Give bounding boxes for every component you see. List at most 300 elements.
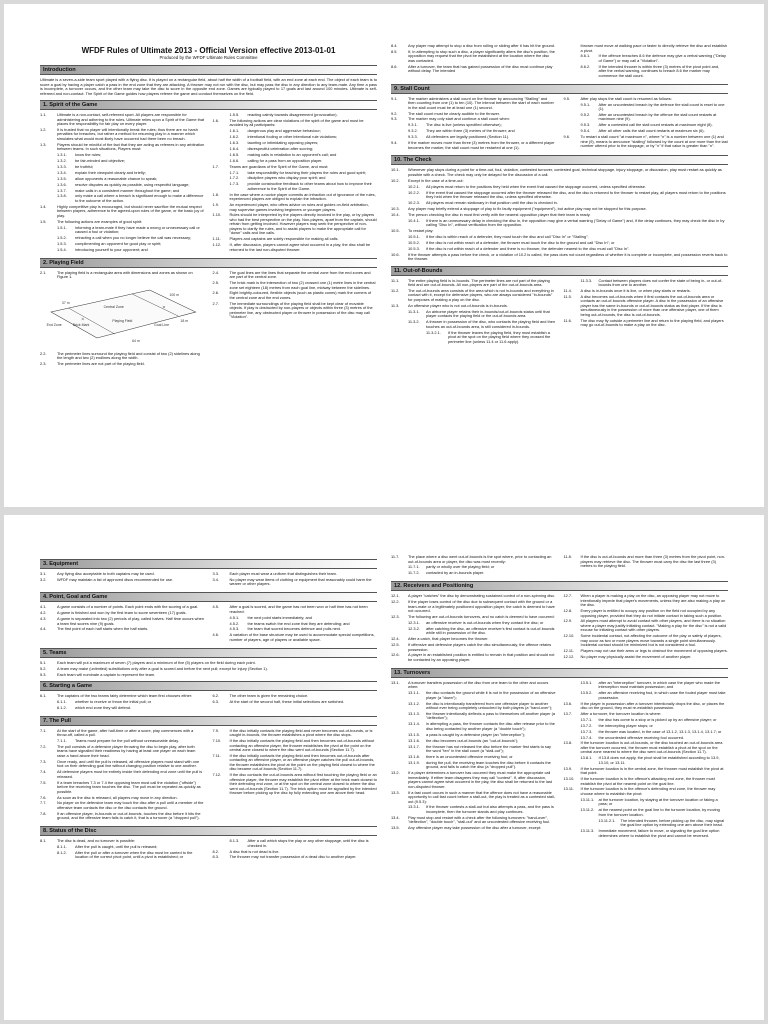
rule-number: 10.5.3. <box>408 245 420 251</box>
rule-number: 11.2. <box>391 287 400 293</box>
rule-item <box>40 177 205 182</box>
rule-text: Players may not use their arms or legs to obstruct the movement of opposing players. <box>580 648 728 654</box>
rule-item <box>564 718 729 723</box>
rule-item <box>213 271 378 280</box>
rule-item <box>391 168 728 177</box>
rule-item <box>391 722 556 731</box>
rule-item <box>40 248 205 253</box>
rule-number: 12.3.2. <box>408 625 420 631</box>
rule-item <box>391 44 556 49</box>
rules-spirit-right <box>213 113 378 254</box>
rule-item <box>391 653 556 662</box>
rule-text: dangerous play and aggressive behaviour; <box>247 128 321 134</box>
rule-text: resolve disputes as quickly as possible, using respectful language; <box>75 181 190 187</box>
rule-text: The following are out-of-bounds turnovers, and no catch is deemed to have occurred: <box>408 613 555 619</box>
rule-text: If an offensive player, in-bounds or out-of-bounds, touches the disc before it hits the ground, and the offensive team fails to catch it, that is a turnover (a "dropped pull"). <box>57 810 201 821</box>
section-heading-pull: 7. The Pull <box>40 716 377 726</box>
rules-equipment-left <box>40 572 205 588</box>
rule-text: After an uncontested breach by the offence the stall count restarts at maximum nine (9). <box>598 111 717 122</box>
rule-item <box>213 171 378 176</box>
rules-stall-left <box>391 97 556 152</box>
rule-number: 9.6. <box>563 134 570 140</box>
rule-item <box>213 622 378 627</box>
rule-item <box>213 281 378 290</box>
rule-number: 13.3. <box>391 789 400 795</box>
rule-item <box>564 609 729 618</box>
rules-field-left-bottom <box>40 352 205 367</box>
rule-number: 13.7. <box>563 710 573 716</box>
rule-number: 11.6. <box>563 317 572 323</box>
rule-item <box>391 571 556 576</box>
rule-item <box>40 745 205 759</box>
rule-item <box>564 829 729 838</box>
rule-number: 4.3. <box>40 616 47 622</box>
rule-item <box>213 839 378 848</box>
rule-item <box>391 739 556 744</box>
rule-number: 2.4. <box>212 269 219 275</box>
rule-number: 13.10. <box>563 776 575 782</box>
rule-text: the disc is intentionally transferred from one offensive player to another without ever being completely untouched by both players (a "hand-over"); <box>426 700 553 711</box>
rule-item <box>564 808 729 817</box>
rule-item <box>391 201 728 206</box>
rule-item <box>40 352 205 361</box>
rule-item <box>40 706 205 711</box>
rule-item <box>213 850 378 855</box>
rule-item <box>40 220 205 225</box>
rule-text: If a player determines a turnover has occurred they must make the appropriate call immediately. If either team disagrees they may call "contest". If, after discussion, players cannot agree what occurred in the play, the disc shall be returned to the last non-disputed thrower. <box>408 770 552 789</box>
rule-number: 13.1.4. <box>408 721 420 727</box>
rules-pull-right <box>213 729 378 823</box>
rule-number: 11.7.1. <box>408 564 420 570</box>
rule-item <box>564 97 729 102</box>
rule-text: The disc is live (unless specified otherwise); <box>426 122 502 128</box>
rule-text: The intended thrower, before picking up the disc, may signal the goal line option by extending one arm above their head. <box>620 817 725 828</box>
rule-text: the thrower was located, in the case of 13.1.2, 13.1.3, 13.1.4, 13.1.7; or <box>598 728 722 734</box>
rule-item <box>391 65 556 74</box>
rule-text: If the thrower contests a stall-out but also attempts a pass, and the pass is incomplete, then the turnover stands and play continues. <box>426 804 554 814</box>
rule-text: The immediate surroundings of the playing field shall be kept clear of movable objects. If play is obstructed by non-players or objects within three (3) metres of the perimeter line, any obstructed player or thrower in possession of the disc may call "Violation". <box>229 300 373 320</box>
rule-text: The pull consists of a defensive player throwing the disc to begin play, after both teams have signalled their readiness by having at least one player on each team raise a hand above their head. <box>57 743 196 758</box>
column-left-top <box>40 44 377 493</box>
rule-text: Each team will nominate a captain to represent the team. <box>57 671 156 677</box>
rule-text: If the disc contacts the out-of-bounds area without first touching the playing field or an offensive player, the thrower may establish the pivot either at the brick mark closest to their defending end zone, or at the spot on the central zone closest to where the disc went out-of-bounds (Section 11.7). The brick option must be signalled by the intended thrower before picking up the disc by fully extending one arm above their head. <box>229 772 377 796</box>
rule-text: disrespectful celebration after scoring; <box>247 145 314 151</box>
rule-text: Players and captains are solely responsible for making all calls. <box>229 236 339 242</box>
rule-text: taunting or intimidating opposing players; <box>247 140 319 146</box>
rules-field-right <box>213 271 378 368</box>
rule-item <box>564 44 729 53</box>
rule-item <box>564 741 729 755</box>
rule-item <box>40 572 205 577</box>
rule-item <box>40 159 205 164</box>
rule-item <box>391 805 556 814</box>
rule-item <box>391 600 556 614</box>
rule-text: After a call which stops the play or any other stoppage, until the disc is checked in. <box>247 838 369 848</box>
rule-number: 9.5. <box>563 95 570 101</box>
rule-text: during the pull, the receiving team touches the disc before it contacts the ground, and fails to catch the disc (a "dropped pull"). <box>426 759 551 770</box>
rule-text: A turnover transfers possession of the disc from one team to the other and occurs when: <box>408 679 549 690</box>
rule-item <box>213 129 378 134</box>
rules-stall-right <box>564 97 729 152</box>
rule-text: Some incidental contact, not affecting the outcome of the play or safety of players, may occur as two or more players move towards a single point simultaneously. Incidental contact should be minimized but is not considered a foul. <box>580 633 722 648</box>
rule-number: 10.2. <box>391 177 400 183</box>
rule-number: 4.4. <box>40 626 47 632</box>
label-length: 100 m <box>169 292 180 297</box>
rule-item <box>213 700 378 705</box>
rule-item <box>391 771 556 789</box>
rule-item <box>40 194 205 203</box>
rule-number: 12.4. <box>391 636 400 642</box>
rule-number: 9.2. <box>391 110 398 116</box>
rule-number <box>564 44 581 53</box>
rule-text: After a goal is scored, and the game has not been won or half time has not been reached: <box>229 604 368 614</box>
rule-item <box>391 129 556 134</box>
rule-item <box>564 777 729 786</box>
rule-number: 1.3.6. <box>57 181 67 187</box>
rule-item <box>213 135 378 140</box>
rule-item <box>40 673 377 678</box>
rule-text: after an "interception" turnover, in which case the player who made the interception must maintain possession; and <box>598 679 720 690</box>
rule-number: 5.3. <box>40 671 47 677</box>
rule-text: To restart play: <box>408 228 434 234</box>
rule-number: 12.6. <box>391 652 400 658</box>
rule-item <box>40 242 205 247</box>
rule-item <box>40 661 377 666</box>
rule-item <box>391 185 728 190</box>
rule-number: 13.7.2. <box>580 722 593 728</box>
rule-item <box>391 213 728 218</box>
rule-text: At the start of the game, after half-time or after a score, play commences with a throw-off, called a pull. <box>57 727 194 738</box>
rule-number: 11.3.2.1. <box>426 329 441 335</box>
rules-receivers-right <box>564 594 729 664</box>
rule-number: 13.1. <box>391 679 400 685</box>
rule-text: be fair-minded and objective; <box>75 158 125 164</box>
rule-item <box>564 555 729 569</box>
rule-text: The following actions are clear violations of the spirit of the game and must be avoided by all participants: <box>229 117 364 128</box>
rule-number: 8.5. <box>391 48 398 54</box>
rule-number: 10.5.2. <box>408 239 420 245</box>
rule-text: an offensive receiver is out-of-bounds when they contact the disc; or <box>426 619 544 625</box>
rule-text: if the disc is within reach of a defender, they must touch the disc and call "Disc In" or "Stalling". <box>426 233 589 239</box>
rule-text: the uncontested offensive receiving foul occurred. <box>598 734 685 740</box>
rule-item <box>564 135 729 149</box>
rules-check <box>391 168 728 261</box>
rule-item <box>391 712 556 721</box>
rule-number: 6.1. <box>40 693 47 699</box>
rule-item <box>40 183 205 188</box>
rule-text: Except in the case of a time-out: <box>408 177 464 183</box>
rule-number: 3.2. <box>40 576 47 582</box>
rule-item <box>564 691 729 700</box>
rule-item <box>40 605 205 610</box>
rule-text: It is trusted that no player will intentionally break the rules; thus there are no harsh penalties for breaches, but rather a method for resuming play in a manner which simulates what would most likely have occurred had there been no breach. <box>57 126 199 141</box>
rule-number: 4.6. <box>212 632 219 638</box>
rule-item <box>213 605 378 614</box>
rule-number: 11.7. <box>391 555 400 559</box>
rule-number: 13.5.2. <box>580 690 593 696</box>
rule-number: 13.7.3. <box>580 728 593 734</box>
rule-item <box>391 643 556 652</box>
rule-text: An airborne player retains their in-bounds/out-of-bounds status until that player contacts the playing field or the out-of-bounds area. <box>426 308 550 319</box>
rule-number: 9.5.3. <box>580 122 591 128</box>
rules-point-left <box>40 605 205 643</box>
rule-item <box>213 302 378 320</box>
rule-number: 1.6.2. <box>229 134 240 140</box>
rule-number: 11.5. <box>563 293 572 299</box>
rules-turnovers-left <box>391 681 556 840</box>
section-heading-out-of-bounds: 11. Out-of-Bounds <box>391 266 728 276</box>
rule-item <box>391 247 728 252</box>
rule-text: After a turnover, the team that has gained possession of the disc must continue play without delay. The intended <box>408 63 553 74</box>
rule-number: 8.2. <box>212 848 219 854</box>
rule-text: An offensive player who is not out-of-bounds is in-bounds. <box>408 302 508 308</box>
rule-item <box>564 655 729 660</box>
rule-text: No player may physically assist the movement of another player. <box>580 654 692 660</box>
section-heading-status: 8. Status of the Disc <box>40 826 377 836</box>
rule-item <box>564 681 729 690</box>
rule-number: 1.3.3. <box>57 163 67 169</box>
rule-number: 9.4. <box>391 140 398 146</box>
rule-item <box>391 97 556 111</box>
rule-number: 11.3.2. <box>408 319 420 325</box>
rule-text: Every player is entitled to occupy any position on the field not occupied by any opposing player, provided that they do not initiate contact in taking such a position. <box>580 608 723 618</box>
rules-disc-dead-left <box>391 44 556 80</box>
rule-text: If the disc initially contacts the playing field and then becomes out-of-bounds after contacting an offensive player, or an offensive player catches the pull out-of-bounds, the thrower establishes the pivot at the point on the playing field closest to where the disc became out-of-bounds (Section 11.7). <box>229 752 375 772</box>
rule-text: Any offensive player may take possession of the disc after a turnover, except: <box>408 825 542 831</box>
rule-number: 1.7.1. <box>229 169 240 175</box>
rule-text: Each player must wear a uniform that distinguishes their team. <box>229 571 337 576</box>
rule-item <box>40 812 205 821</box>
rule-item <box>40 617 205 626</box>
rule-text: contacted by an in-bounds player. <box>426 570 485 576</box>
rule-number: 13.9. <box>563 765 573 771</box>
rule-number: 1.5.4. <box>57 246 67 252</box>
rule-text: The person checking the disc in must first verify with the nearest opposition player that their team is ready. <box>408 211 591 217</box>
rule-item <box>213 159 378 164</box>
rule-number: 7.10. <box>212 738 222 744</box>
rule-item <box>213 119 378 128</box>
rule-number: 3.1. <box>40 571 47 576</box>
rule-number: 2.3. <box>40 361 47 367</box>
rule-text: The captains of the two teams fairly determine which team first chooses either: <box>57 693 193 699</box>
rule-number: 2.2. <box>40 350 47 356</box>
rule-text: If the disc is out-of-bounds and more than three (3) metres from the pivot point, non-players may retrieve the disc. The thrower must carry the disc the last three (3) metres to the playing field. <box>580 555 726 568</box>
section-heading-teams: 5. Teams <box>40 648 377 658</box>
rule-item <box>564 319 729 328</box>
rule-number: 1.3.5. <box>57 175 67 181</box>
rule-text: After the pull or after a turnover when the disc must be carried to the location of the correct pivot point, until a pivot is established; or <box>75 849 193 860</box>
rule-item <box>564 787 729 796</box>
label-central-length: 64 m <box>132 338 140 343</box>
rule-item <box>40 845 205 850</box>
rule-text: provide constructive feedback to other teams about how to improve their adherence to the Spirit of the Game. <box>247 181 372 191</box>
rule-item <box>213 193 378 202</box>
rule-item <box>564 113 729 122</box>
rule-item <box>391 755 556 760</box>
rule-text: The stall count must be clearly audible to the thrower. <box>408 110 500 116</box>
rule-number: 10.4. <box>391 211 400 217</box>
rule-number: 9.3.2. <box>408 128 418 134</box>
rule-item <box>391 219 728 228</box>
rule-item <box>391 691 556 700</box>
rule-item <box>40 739 205 744</box>
rule-text: The out-of-bounds area consists of the area which is not in-bounds and everything in contact with it, except for defensive players, who are always considered "in-bounds" for purposes of making a play on the disc. <box>408 287 554 302</box>
rule-item <box>213 203 378 212</box>
rule-text: the disc becomes out-of-bounds (an "out-of-bounds"); <box>426 737 519 743</box>
rule-number: 10.4.1. <box>408 217 420 223</box>
rule-item <box>391 791 556 805</box>
rule-item <box>391 135 556 140</box>
rule-text: the next point starts immediately; and <box>247 614 312 620</box>
rule-text: Whenever play stops during a point for a time-out, foul, violation, contested turnover, contested goal, technical stoppage, injury stoppage, or discussion, play must restart as quickly as possible with a check. The check may only be delayed for the discussion of a call. <box>408 167 722 177</box>
rule-number: 4.5. <box>212 604 219 610</box>
label-central-zone: Central Zone <box>103 304 124 309</box>
rule-text: After a catch, that player becomes the thrower. <box>408 636 489 642</box>
rule-item <box>213 291 378 300</box>
rule-text: The marker may only start and continue a stall count when: <box>408 116 510 122</box>
rule-number: 12.3. <box>391 613 400 619</box>
rule-number: 6.3. <box>212 698 219 704</box>
rule-text: Any player may attempt to stop a disc from rolling or sliding after it has hit the ground. <box>408 44 556 48</box>
rule-number: 1.1. <box>40 112 47 117</box>
rule-number: 13.6. <box>563 700 573 706</box>
rule-text: The brick mark is the intersection of two (2) crossed one (1) metre lines in the central zone set eighteen (18) metres from each goal line, midway between the sidelines. <box>229 280 376 290</box>
rule-item <box>213 182 378 191</box>
rule-number: 9.5.4. <box>580 128 591 134</box>
rule-text: the team that scored becomes defence and pulls next. <box>247 626 341 632</box>
rule-text: In the case where a novice player commits an infraction out of ignorance of the rules, experienced players are obliged to explain the infraction. <box>229 191 376 202</box>
rule-item <box>564 798 729 807</box>
rule-number: 1.5.1. <box>57 224 67 230</box>
rule-text: After a contested call the stall count restarts at maximum eight (8). <box>598 122 713 128</box>
rule-item <box>391 50 556 64</box>
rule-item <box>213 627 378 632</box>
rule-item <box>564 594 729 608</box>
rules-starting-left <box>40 694 205 712</box>
rule-text: If the thrower leaves the playing field, they must establish a pivot at the spot on the playing field where they crossed the perimeter line (unless 11.4 or 11.6 apply). <box>448 329 551 344</box>
rule-text: the disc contacts the ground while it is not in the possession of an offensive player (a "down"); <box>426 690 556 700</box>
rule-text: All players must remain stationary in that position until the disc is checked in. <box>426 199 558 205</box>
rule-number: 1.5. <box>40 218 47 224</box>
section-heading-introduction: Introduction <box>40 65 377 75</box>
rule-number: 13.8. <box>563 740 573 746</box>
rule-number: 7.9. <box>212 727 219 733</box>
rule-number: 1.3.8. <box>57 193 67 199</box>
rule-number: 1.5.5. <box>229 112 240 117</box>
rule-number: 13.1.6. <box>408 737 420 743</box>
rule-text: thrower must move at walking pace or faster to directly retrieve the disc and establish a pivot. <box>580 44 728 53</box>
rule-text: If the disc initially contacts the playing field and never becomes out-of-bounds, or is caught in-bounds, the thrower establishes a pivot where the disc stops. <box>229 727 373 738</box>
rule-text: All defenders are legally positioned (Section 11). <box>426 134 510 140</box>
playing-field-diagram <box>40 282 205 348</box>
rule-number: 13.1.2. <box>408 700 420 706</box>
rule-number: 13.5. <box>391 825 400 831</box>
rule-item <box>213 147 378 152</box>
rule-text: If the turnover location is in the offence's defending end zone, the thrower may choose where to establish the pivot: <box>580 786 716 796</box>
rule-number: 10.5.1. <box>408 233 420 239</box>
rule-number: 12.3.1. <box>408 619 420 625</box>
rule-number: 3.3. <box>212 571 219 576</box>
rule-number: 13.3.1. <box>408 804 420 810</box>
rule-number: 1.6.1. <box>229 128 240 134</box>
section-heading-equipment: 3. Equipment <box>40 559 377 569</box>
rules-out-of-bounds-cont-right <box>564 555 729 577</box>
rule-text: which end zone they will defend. <box>75 704 132 710</box>
rule-item <box>391 112 556 117</box>
rule-number: 13.7.1. <box>580 716 593 722</box>
rule-item <box>391 191 728 200</box>
rule-number: 11.8. <box>563 555 572 559</box>
rule-number: 8.1. <box>40 838 47 844</box>
rule-item <box>213 237 378 242</box>
rule-number: 12.10. <box>563 633 575 639</box>
rule-text: Any flying disc acceptable to both captains may be used. <box>57 571 155 576</box>
rule-number: 12.1. <box>391 593 400 599</box>
rule-text: If 13.8 does not apply, the pivot shall be established according to 13.9, 13.10, or 13.11. <box>598 755 720 765</box>
rule-item <box>564 619 729 633</box>
rule-item <box>564 295 729 318</box>
rule-text: After the pull is caught, until the pull is released; <box>75 844 158 850</box>
rule-number: 7.3. <box>40 758 47 764</box>
rule-number: 2.6. <box>212 290 219 296</box>
rule-item <box>40 205 205 219</box>
rule-item <box>40 189 205 194</box>
rule-text: The following actions are examples of good spirit: <box>57 218 143 224</box>
rule-text: If the turnover location is in the central zone, the thrower must establish the pivot at that point. <box>580 765 724 776</box>
rule-number: 13.2. <box>391 770 400 776</box>
rule-item <box>564 129 729 134</box>
rule-item <box>391 681 556 690</box>
rule-number: 1.6.4. <box>229 145 240 151</box>
rule-number: 4.5.3. <box>229 626 240 632</box>
rule-number: 8.1.3. <box>229 838 240 844</box>
rule-number: 13.8.1. <box>580 755 593 761</box>
rules-turnovers-right <box>564 681 729 840</box>
rule-item <box>391 816 556 825</box>
rule-item <box>564 649 729 654</box>
rule-number: 1.10. <box>212 212 222 218</box>
rule-item <box>213 633 378 642</box>
rule-number: 1.3.7. <box>57 187 67 193</box>
rule-item <box>564 712 729 717</box>
rule-item <box>40 171 205 176</box>
rule-item <box>564 730 729 735</box>
rule-item <box>40 143 205 152</box>
rule-text: making calls in retaliation to an opponent's call; and <box>247 151 337 157</box>
rule-number: 5.1. <box>40 659 47 665</box>
rule-text: a pass is caught by a defensive player (an "interception"); <box>426 731 526 737</box>
section-heading-check: 10. The Check <box>391 155 728 165</box>
rule-text: All players must attempt to avoid contact with other players, and there is no situation where a player may justify initiating contact. "Making a play for the disc" is not a valid excuse for initiating contact with other players. <box>580 618 727 633</box>
rule-number: 1.9. <box>212 202 219 208</box>
rule-number: 9.3.3. <box>408 134 418 140</box>
rule-number: 1.4. <box>40 203 47 209</box>
rule-item <box>40 781 205 795</box>
rule-item <box>213 113 378 118</box>
rule-item <box>213 855 378 860</box>
rule-item <box>391 761 556 770</box>
rule-number: 13.11.1. <box>580 796 595 802</box>
rule-text: whether to receive or throw the initial pull; or <box>75 698 152 704</box>
rule-item <box>213 176 378 181</box>
rule-number: 2.5. <box>212 280 219 286</box>
rule-text: A player "catches" the disc by demonstrating sustained control of a non-spinning disc. <box>408 593 556 599</box>
rule-text: The disc is dead, and no turnover is possible: <box>57 838 136 844</box>
rule-text: if the disc is not within reach of a defender, the thrower must touch the disc to the ground and call "Disc In"; or <box>426 239 615 245</box>
rule-number: 7.4. <box>40 769 47 775</box>
rule-number: 12.5. <box>391 642 400 648</box>
section-heading-stall: 9. Stall Count <box>391 84 728 94</box>
